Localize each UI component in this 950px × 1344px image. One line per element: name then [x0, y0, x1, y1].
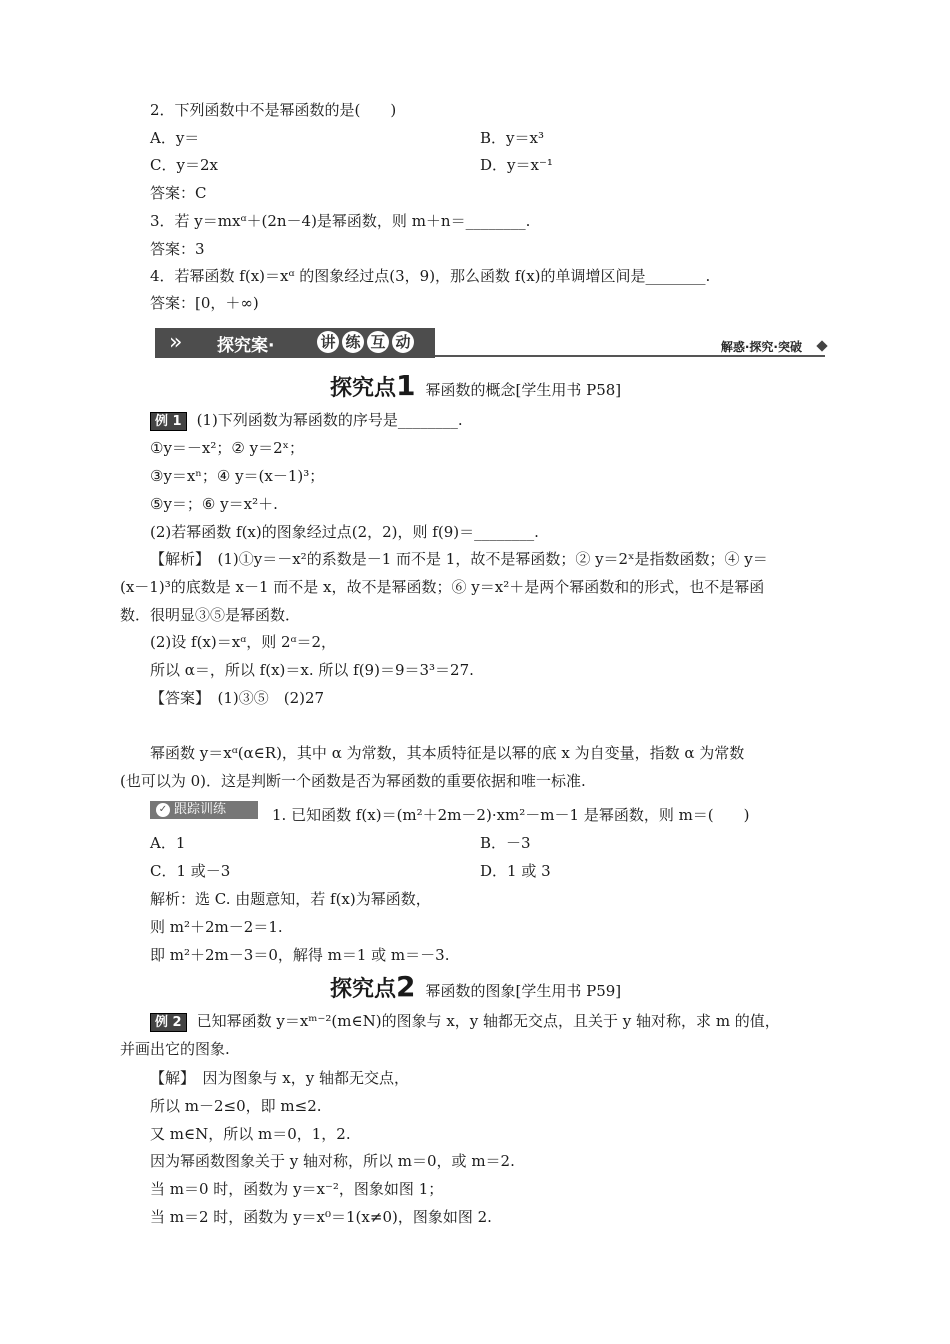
banner-divider [435, 355, 825, 357]
example-2-solution-line: 当 m＝0 时，函数为 y＝x⁻²，图象如图 1； [150, 1180, 444, 1198]
practice-solution-line: 即 m²＋2m－3＝0，解得 m＝1 或 m＝－3. [150, 946, 450, 964]
example-2-solution-line: 所以 m－2≤0，即 m≤2. [150, 1097, 322, 1115]
example-2-solution-line: 【解】 因为图象与 x，y 轴都无交点， [150, 1069, 409, 1087]
option-d: D．y＝x⁻¹ [480, 156, 553, 174]
option-b: B．y＝x³ [480, 129, 544, 147]
example-1-question-1: 例 1 (1)下列函数为幂函数的序号是________. [150, 410, 463, 431]
note-line: (也可以为 0)．这是判断一个函数是否为幂函数的重要依据和唯一标准. [120, 772, 586, 790]
section-banner [155, 328, 830, 358]
practice-solution-line: 则 m²＋2m－2＝1. [150, 918, 283, 936]
question-3-stem: 3．若 y＝mxᵅ＋(2n－4)是幂函数，则 m＋n＝________. [150, 212, 531, 230]
answer-2: 答案：C [150, 184, 207, 202]
solution-line: (x－1)³的底数是 x－1 而不是 x，故不是幂函数；⑥ y＝x²＋是两个幂函数和的形式，也不是幂函 [120, 578, 765, 596]
note-line: 幂函数 y＝xᵅ(α∈R)，其中 α 为常数，其本质特征是以幂的底 x 为自变量，指数 α 为常数 [150, 744, 745, 762]
banner-char: 互 [367, 331, 389, 353]
question-2-stem: 2．下列函数中不是幂函数的是( ) [150, 101, 397, 119]
example-2-question-cont: 并画出它的图象. [120, 1040, 230, 1058]
example-2-solution-line: 当 m＝2 时，函数为 y＝x⁰＝1(x≠0)，图象如图 2. [150, 1208, 492, 1226]
chevron-icon: » [169, 330, 183, 355]
banner-char: 练 [342, 331, 364, 353]
example-1-question-2: (2)若幂函数 f(x)的图象经过点(2，2)，则 f(9)＝________. [150, 523, 539, 541]
option-c: C．y＝2x [150, 156, 218, 174]
answer-line: 【答案】 (1)③⑤ (2)27 [150, 689, 325, 707]
check-icon: ✓ [156, 803, 170, 817]
answer-4: 答案：[0，＋∞) [150, 294, 259, 312]
example-tag: 例 2 [150, 1013, 187, 1032]
practice-solution-line: 解析：选 C. 由题意知，若 f(x)为幂函数， [150, 890, 431, 908]
section-heading-2: 探究点2 幂函数的图象[学生用书 P59] [330, 970, 622, 1003]
banner-char: 动 [392, 331, 414, 353]
banner-char: 讲 [317, 331, 339, 353]
example-1-options-line-3: ⑤y＝；⑥ y＝x²＋. [150, 495, 278, 513]
option-a: A．y＝ [150, 129, 200, 147]
solution-line: 所以 α＝，所以 f(x)＝x. 所以 f(9)＝9＝3³＝27. [150, 661, 474, 679]
answer-3: 答案：3 [150, 240, 205, 258]
section-heading-1: 探究点1 幂函数的概念[学生用书 P58] [330, 369, 622, 402]
solution-line: 数．很明显③⑤是幂函数． [120, 606, 301, 624]
banner-left-title: 探究案· [217, 336, 275, 356]
question-4-stem: 4．若幂函数 f(x)＝xᵅ 的图象经过点(3，9)，那么函数 f(x)的单调增区间是________. [150, 267, 711, 285]
practice-question: 1. 已知函数 f(x)＝(m²＋2m－2)·xm²－m－1 是幂函数，则 m＝( ) [272, 806, 750, 824]
diamond-icon [816, 340, 827, 351]
option-d: D．1 或 3 [480, 862, 551, 880]
example-tag: 例 1 [150, 412, 187, 431]
banner-right-label: 解惑·探究·突破 [720, 340, 802, 354]
option-b: B．－3 [480, 834, 531, 852]
solution-line: (2)设 f(x)＝xᵅ，则 2ᵅ＝2， [150, 633, 337, 651]
example-2-solution-line: 因为幂函数图象关于 y 轴对称，所以 m＝0，或 m＝2. [150, 1152, 515, 1170]
tracking-practice-badge: ✓ 跟踪训练 [150, 801, 258, 819]
option-a: A．1 [150, 834, 186, 852]
solution-line: 【解析】 (1)①y＝－x²的系数是－1 而不是 1，故不是幂函数；② y＝2ˣ是指数函数；④ y＝ [150, 550, 768, 568]
example-2-solution-line: 又 m∈N，所以 m＝0，1，2. [150, 1125, 351, 1143]
example-1-options-line-2: ③y＝xⁿ；④ y＝(x－1)³； [150, 467, 325, 485]
example-2-question: 例 2 已知幂函数 y＝xᵐ⁻²(m∈N)的图象与 x，y 轴都无交点，且关于 y 轴对称，求 m 的值， [150, 1011, 780, 1032]
banner-circle-chars [317, 331, 417, 353]
option-c: C．1 或－3 [150, 862, 231, 880]
example-1-options-line-1: ①y＝－x²；② y＝2ˣ； [150, 439, 304, 457]
